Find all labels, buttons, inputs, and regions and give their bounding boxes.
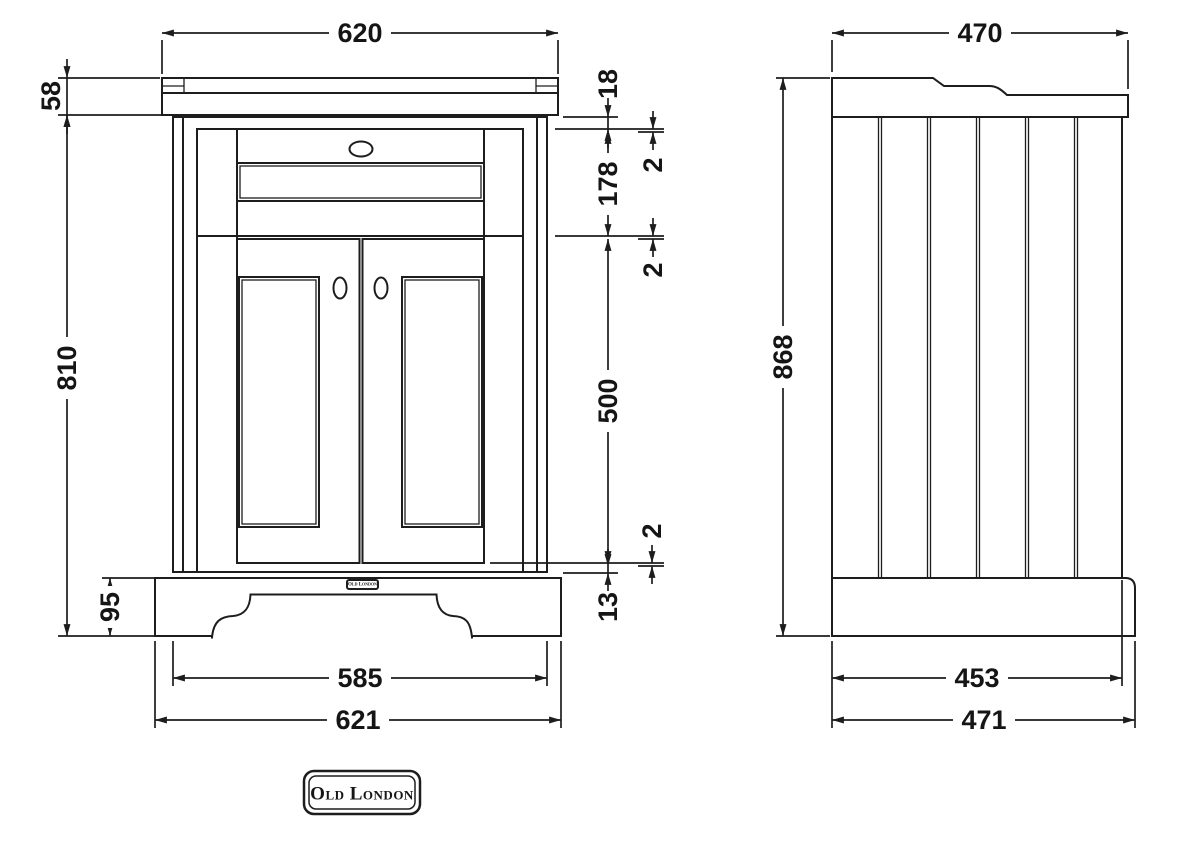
dim-front-counter-height [36,59,170,134]
dim-front-gap-bottom [490,523,667,584]
dim-front-bottom-rail [563,549,623,622]
dim-front-cabinet-height [52,115,82,636]
svg-text:621: 621 [335,705,381,735]
door-left-knob [334,278,347,299]
dim-side-overall-height [768,78,830,636]
svg-text:868: 868 [768,334,798,380]
dim-front-drawer-height [593,132,623,236]
dim-front-door-height [593,239,623,563]
side-countertop-profile [832,78,1128,117]
svg-text:810: 810 [52,345,82,391]
svg-text:585: 585 [337,663,383,693]
faucet-hole [350,142,373,157]
brand-badge [304,771,420,814]
svg-text:58: 58 [36,80,66,112]
side-plinth [832,578,1135,636]
dimensions [36,18,1135,735]
side-panel [832,117,1122,578]
door-right [363,239,485,563]
door-left [237,239,360,563]
plinth-nameplate [347,580,378,589]
svg-text:453: 453 [954,663,1000,693]
plinth-cutout [212,595,472,638]
svg-text:471: 471 [961,705,1007,735]
svg-text:470: 470 [957,18,1003,48]
front-plinth [155,578,561,638]
dim-front-top-width [162,18,558,74]
svg-text:2: 2 [638,157,668,173]
svg-text:18: 18 [593,68,623,100]
dim-front-body-width [173,641,547,693]
dim-front-plinth-height [58,578,157,636]
drawer-front [237,142,484,202]
brand-badge-text: Old London [310,783,414,805]
svg-text:2: 2 [637,523,667,539]
svg-text:95: 95 [95,591,125,623]
plinth-nameplate-text: Old London [348,582,377,588]
front-countertop [162,78,558,115]
door-right-knob [375,278,388,299]
svg-text:178: 178 [593,161,623,207]
dim-front-top-rail [563,69,623,148]
front-view [155,78,561,638]
side-view [832,78,1135,636]
svg-text:2: 2 [638,262,668,278]
svg-text:500: 500 [593,378,623,424]
svg-text:620: 620 [337,18,383,48]
side-plank-grooves [879,117,1078,578]
dim-front-gap-middle [555,218,668,278]
svg-text:13: 13 [593,591,623,623]
